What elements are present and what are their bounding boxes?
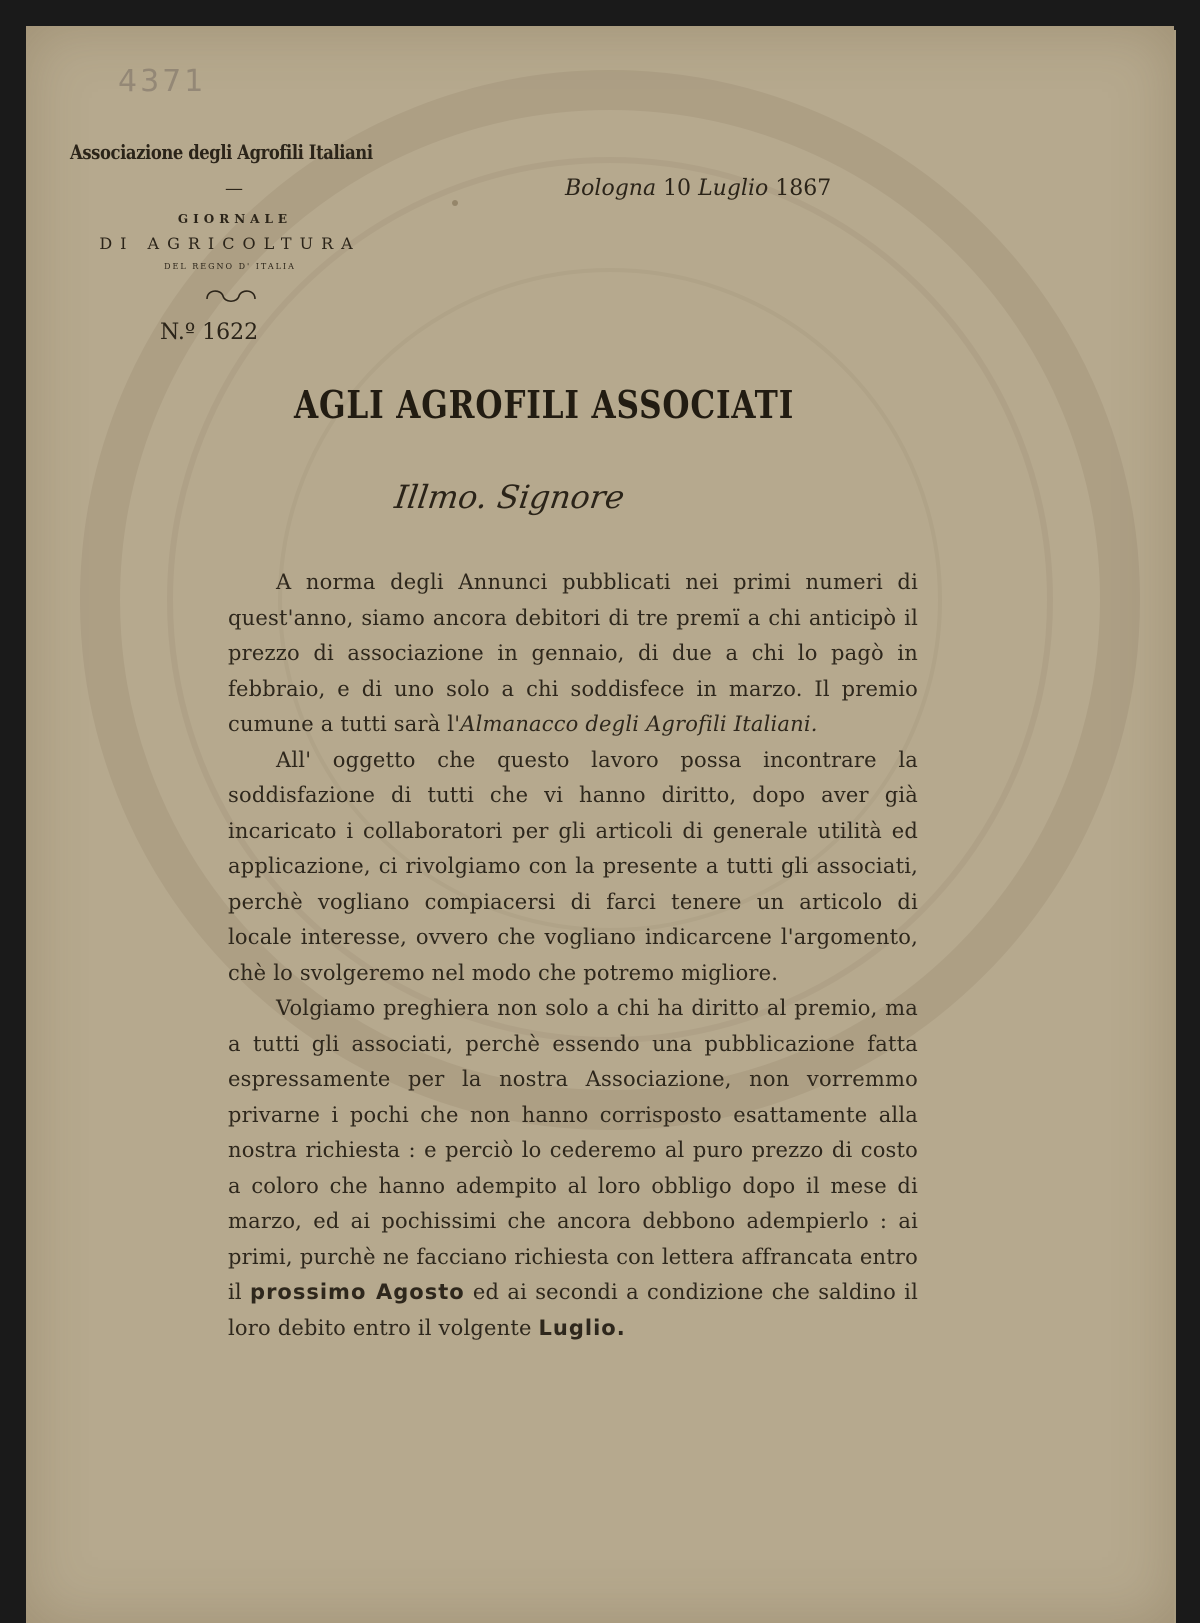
document-number: N.º 1622 bbox=[160, 320, 259, 345]
ink-spot bbox=[452, 200, 458, 206]
paragraph-3-text-a: Volgiamo preghiera non solo a chi ha diritto al premio, ma a tutti gli associati, perchè essendo una pubblicazione fatta espressamente per la nostra Associazione, non vorremmo privarne i pochi che non hanno corrisposto esattamente alla nostra richiesta : e perciò lo cederemo al puro prezzo di costo a coloro che hanno adempito al loro obbligo dopo il mese di marzo, ed ai pochissimi che ancora debbono adempierlo : ai primi, purchè ne facciano richiesta con lettera affrancata entro il bbox=[228, 996, 918, 1304]
archive-number: 4371 bbox=[118, 64, 207, 99]
paragraph-2: All' oggetto che questo lavoro possa incontrare la soddisfazione di tutti che vi hanno diritto, dopo aver già incaricato i collaboratori per gli articoli di generale utilità ed applicazione, ci rivolgiamo con la presente a tutti gli associati, perchè vogliano compiacersi di farci tenere un articolo di locale interesse, ovvero che vogliano indicarcene l'argomento, chè lo svolgeremo nel modo che potremo migliore. bbox=[228, 747, 918, 985]
paragraph-1-text: A norma degli Annunci pubblicati nei primi numeri di quest'anno, siamo ancora debitori di tre premï a chi anticipò il prezzo di associazione in gennaio, di due a chi lo pagò in febbraio, e di uno solo a chi soddisfece in marzo. Il premio cumune a tutti sarà l' bbox=[228, 570, 918, 736]
date-city: Bologna bbox=[565, 176, 657, 201]
handwritten-salutation: Illmo. Signore bbox=[392, 478, 627, 516]
paragraph-1 bbox=[228, 565, 918, 743]
deadline-july: Luglio. bbox=[538, 1315, 626, 1340]
ornament-flourish-icon bbox=[203, 287, 259, 305]
association-name: Associazione degli Agrofili Italiani bbox=[70, 140, 373, 164]
date-year: 1867 bbox=[775, 176, 832, 201]
deadline-august: prossimo Agosto bbox=[250, 1280, 465, 1304]
letter-body bbox=[228, 565, 918, 1346]
paragraph-3 bbox=[228, 991, 918, 1346]
page-title: AGLI AGROFILI ASSOCIATI bbox=[294, 382, 795, 427]
journal-line-2: DI AGRICOLTURA bbox=[99, 234, 361, 253]
almanac-title: Almanacco degli Agrofili Italiani. bbox=[460, 712, 818, 736]
journal-line-1: GIORNALE bbox=[177, 212, 293, 226]
header-dash: — bbox=[225, 178, 243, 199]
journal-line-3: DEL REGNO D' ITALIA bbox=[164, 262, 296, 271]
letter-date bbox=[565, 176, 831, 201]
date-month: Luglio bbox=[698, 176, 769, 201]
date-day: 10 bbox=[663, 176, 692, 201]
paragraph-3-text-b: ed ai secondi a condizione che saldino il loro debito entro il volgente bbox=[228, 1280, 918, 1340]
